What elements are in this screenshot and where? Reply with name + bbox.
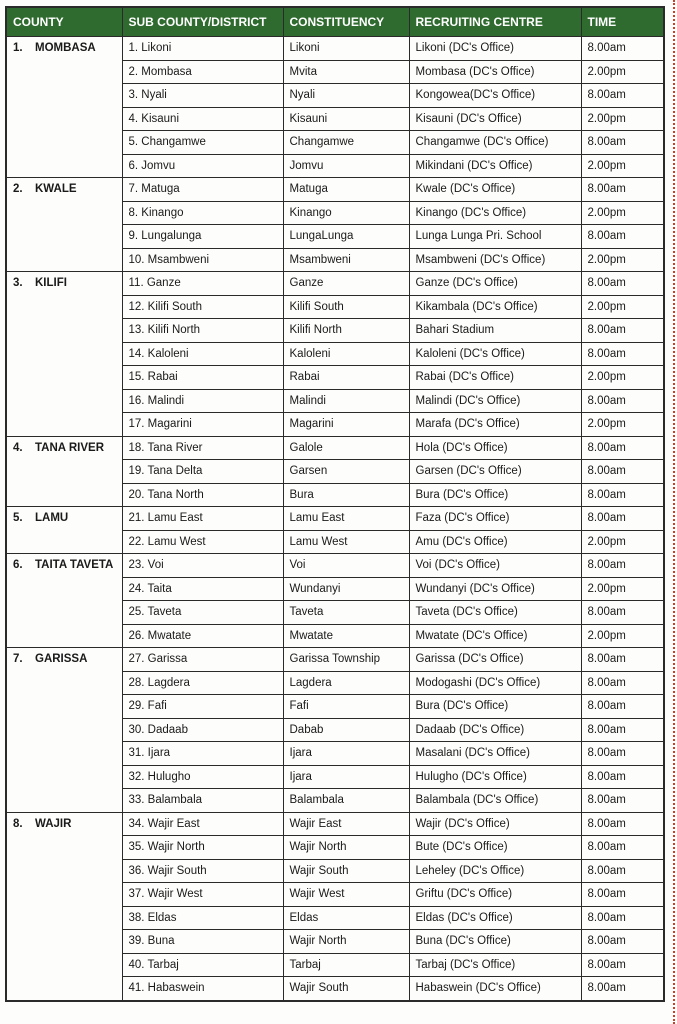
county-cell: [6, 507, 122, 554]
constituency-cell: Wundanyi: [283, 577, 409, 601]
table-row: [6, 436, 664, 460]
constituency-cell: Lagdera: [283, 671, 409, 695]
sub-county-cell: 41. Habaswein: [122, 977, 283, 1001]
constituency-cell: Galole: [283, 436, 409, 460]
recruiting-centre-cell: Kongowea(DC's Office): [409, 84, 581, 108]
time-cell: 8.00am: [581, 648, 664, 672]
recruiting-centre-cell: Bura (DC's Office): [409, 483, 581, 507]
sub-county-cell: 25. Taveta: [122, 601, 283, 625]
constituency-cell: Taveta: [283, 601, 409, 625]
sub-county-cell: 14. Kaloleni: [122, 342, 283, 366]
county-number: 3.: [13, 277, 23, 289]
sub-county-cell: 33. Balambala: [122, 789, 283, 813]
table-row: [6, 554, 664, 578]
sub-county-cell: 32. Hulugho: [122, 765, 283, 789]
county-cell: [6, 648, 122, 813]
recruiting-centre-cell: Marafa (DC's Office): [409, 413, 581, 437]
time-cell: 8.00am: [581, 765, 664, 789]
sub-county-cell: 39. Buna: [122, 930, 283, 954]
time-cell: 8.00am: [581, 507, 664, 531]
recruiting-centre-cell: Leheley (DC's Office): [409, 859, 581, 883]
sub-county-cell: 1. Likoni: [122, 37, 283, 61]
county-number: 8.: [13, 817, 23, 830]
sub-county-cell: 30. Dadaab: [122, 718, 283, 742]
table-row: [6, 812, 664, 836]
recruiting-centre-cell: Voi (DC's Office): [409, 554, 581, 578]
sub-county-cell: 26. Mwatate: [122, 624, 283, 648]
sub-county-cell: 21. Lamu East: [122, 507, 283, 531]
table-body: [6, 37, 664, 1001]
time-cell: 2.00pm: [581, 530, 664, 554]
header-sub-county: SUB COUNTY/DISTRICT: [122, 7, 283, 37]
time-cell: 8.00am: [581, 859, 664, 883]
constituency-cell: Ijara: [283, 742, 409, 766]
constituency-cell: Kinango: [283, 201, 409, 225]
time-cell: 8.00am: [581, 319, 664, 343]
constituency-cell: Lamu West: [283, 530, 409, 554]
constituency-cell: Mvita: [283, 60, 409, 84]
county-name: GARISSA: [35, 653, 88, 665]
county-cell: [6, 436, 122, 507]
county-name: WAJIR: [35, 817, 72, 830]
county-number: 6.: [13, 559, 23, 571]
header-county: COUNTY: [6, 7, 122, 37]
sub-county-cell: 37. Wajir West: [122, 883, 283, 907]
constituency-cell: Garissa Township: [283, 648, 409, 672]
time-cell: 8.00am: [581, 836, 664, 860]
time-cell: 2.00pm: [581, 60, 664, 84]
constituency-cell: Dabab: [283, 718, 409, 742]
sub-county-cell: 16. Malindi: [122, 389, 283, 413]
sub-county-cell: 13. Kilifi North: [122, 319, 283, 343]
time-cell: 2.00pm: [581, 107, 664, 131]
table-row: [6, 178, 664, 202]
sub-county-cell: 4. Kisauni: [122, 107, 283, 131]
constituency-cell: Kisauni: [283, 107, 409, 131]
recruiting-centre-cell: Griftu (DC's Office): [409, 883, 581, 907]
constituency-cell: Wajir North: [283, 930, 409, 954]
constituency-cell: Kilifi South: [283, 295, 409, 319]
time-cell: 8.00am: [581, 930, 664, 954]
constituency-cell: Likoni: [283, 37, 409, 61]
constituency-cell: Ijara: [283, 765, 409, 789]
time-cell: 8.00am: [581, 977, 664, 1001]
recruiting-centre-cell: Ganze (DC's Office): [409, 272, 581, 296]
recruiting-centre-cell: Bahari Stadium: [409, 319, 581, 343]
time-cell: 8.00am: [581, 37, 664, 61]
recruiting-centre-cell: Malindi (DC's Office): [409, 389, 581, 413]
recruiting-centre-cell: Kwale (DC's Office): [409, 178, 581, 202]
time-cell: 8.00am: [581, 906, 664, 930]
time-cell: 8.00am: [581, 436, 664, 460]
recruiting-centre-cell: Mombasa (DC's Office): [409, 60, 581, 84]
recruiting-centre-cell: Garissa (DC's Office): [409, 648, 581, 672]
recruiting-centre-cell: Likoni (DC's Office): [409, 37, 581, 61]
sub-county-cell: 11. Ganze: [122, 272, 283, 296]
time-cell: 8.00am: [581, 554, 664, 578]
constituency-cell: Wajir North: [283, 836, 409, 860]
sub-county-cell: 24. Taita: [122, 577, 283, 601]
county-cell: [6, 178, 122, 272]
time-cell: 8.00am: [581, 460, 664, 484]
recruiting-centre-cell: Garsen (DC's Office): [409, 460, 581, 484]
county-cell: [6, 554, 122, 648]
sub-county-cell: 18. Tana River: [122, 436, 283, 460]
constituency-cell: Eldas: [283, 906, 409, 930]
recruiting-centre-cell: Kaloleni (DC's Office): [409, 342, 581, 366]
dotted-cut-line: [673, 0, 675, 1024]
recruiting-centre-cell: Hola (DC's Office): [409, 436, 581, 460]
county-number: 5.: [13, 512, 23, 524]
time-cell: 8.00am: [581, 695, 664, 719]
sub-county-cell: 28. Lagdera: [122, 671, 283, 695]
sub-county-cell: 27. Garissa: [122, 648, 283, 672]
constituency-cell: Wajir South: [283, 859, 409, 883]
time-cell: 8.00am: [581, 131, 664, 155]
table-header-row: [6, 7, 664, 37]
constituency-cell: Garsen: [283, 460, 409, 484]
time-cell: 8.00am: [581, 742, 664, 766]
constituency-cell: Magarini: [283, 413, 409, 437]
sub-county-cell: 36. Wajir South: [122, 859, 283, 883]
recruiting-centre-cell: Mwatate (DC's Office): [409, 624, 581, 648]
recruiting-centre-cell: Habaswein (DC's Office): [409, 977, 581, 1001]
sub-county-cell: 15. Rabai: [122, 366, 283, 390]
recruiting-centre-cell: Balambala (DC's Office): [409, 789, 581, 813]
county-name: LAMU: [35, 512, 69, 524]
time-cell: 8.00am: [581, 342, 664, 366]
recruiting-centre-cell: Dadaab (DC's Office): [409, 718, 581, 742]
header-constituency: CONSTITUENCY: [283, 7, 409, 37]
time-cell: 2.00pm: [581, 624, 664, 648]
constituency-cell: Nyali: [283, 84, 409, 108]
time-cell: 2.00pm: [581, 295, 664, 319]
county-cell: [6, 37, 122, 178]
constituency-cell: Kilifi North: [283, 319, 409, 343]
county-number: 1.: [13, 42, 23, 54]
recruiting-centre-cell: Modogashi (DC's Office): [409, 671, 581, 695]
recruiting-centre-cell: Wajir (DC's Office): [409, 812, 581, 836]
recruiting-centre-cell: Taveta (DC's Office): [409, 601, 581, 625]
time-cell: 8.00am: [581, 272, 664, 296]
table-row: [6, 37, 664, 61]
recruiting-centre-cell: Tarbaj (DC's Office): [409, 953, 581, 977]
table-row: [6, 272, 664, 296]
recruiting-centre-cell: Buna (DC's Office): [409, 930, 581, 954]
constituency-cell: Wajir West: [283, 883, 409, 907]
time-cell: 8.00am: [581, 84, 664, 108]
recruiting-centre-cell: Kinango (DC's Office): [409, 201, 581, 225]
county-name: TANA RIVER: [35, 441, 104, 454]
sub-county-cell: 9. Lungalunga: [122, 225, 283, 249]
recruiting-centre-cell: Wundanyi (DC's Office): [409, 577, 581, 601]
sub-county-cell: 6. Jomvu: [122, 154, 283, 178]
time-cell: 2.00pm: [581, 366, 664, 390]
constituency-cell: Rabai: [283, 366, 409, 390]
recruiting-centre-cell: Faza (DC's Office): [409, 507, 581, 531]
sub-county-cell: 23. Voi: [122, 554, 283, 578]
time-cell: 8.00am: [581, 789, 664, 813]
header-recruiting-centre: RECRUITING CENTRE: [409, 7, 581, 37]
constituency-cell: Msambweni: [283, 248, 409, 272]
county-number: 7.: [13, 653, 23, 665]
recruiting-centre-cell: Eldas (DC's Office): [409, 906, 581, 930]
recruiting-centre-cell: Kikambala (DC's Office): [409, 295, 581, 319]
county-name: KILIFI: [35, 277, 67, 289]
constituency-cell: Ganze: [283, 272, 409, 296]
recruiting-centre-cell: Changamwe (DC's Office): [409, 131, 581, 155]
sub-county-cell: 12. Kilifi South: [122, 295, 283, 319]
constituency-cell: Malindi: [283, 389, 409, 413]
time-cell: 8.00am: [581, 225, 664, 249]
recruiting-centre-cell: Lunga Lunga Pri. School: [409, 225, 581, 249]
county-name: TAITA TAVETA: [35, 559, 114, 571]
constituency-cell: Fafi: [283, 695, 409, 719]
sub-county-cell: 8. Kinango: [122, 201, 283, 225]
constituency-cell: LungaLunga: [283, 225, 409, 249]
county-cell: [6, 812, 122, 1001]
time-cell: 2.00pm: [581, 154, 664, 178]
time-cell: 8.00am: [581, 601, 664, 625]
county-name: KWALE: [35, 183, 77, 195]
sub-county-cell: 17. Magarini: [122, 413, 283, 437]
recruiting-centre-cell: Hulugho (DC's Office): [409, 765, 581, 789]
time-cell: 8.00am: [581, 671, 664, 695]
sub-county-cell: 7. Matuga: [122, 178, 283, 202]
county-cell: [6, 272, 122, 437]
constituency-cell: Wajir South: [283, 977, 409, 1001]
constituency-cell: Changamwe: [283, 131, 409, 155]
recruiting-centre-cell: Kisauni (DC's Office): [409, 107, 581, 131]
recruiting-centre-cell: Msambweni (DC's Office): [409, 248, 581, 272]
constituency-cell: Balambala: [283, 789, 409, 813]
constituency-cell: Mwatate: [283, 624, 409, 648]
county-number: 4.: [13, 441, 23, 454]
recruiting-centre-cell: Bura (DC's Office): [409, 695, 581, 719]
sub-county-cell: 29. Fafi: [122, 695, 283, 719]
time-cell: 2.00pm: [581, 413, 664, 437]
sub-county-cell: 34. Wajir East: [122, 812, 283, 836]
sub-county-cell: 22. Lamu West: [122, 530, 283, 554]
sub-county-cell: 3. Nyali: [122, 84, 283, 108]
constituency-cell: Jomvu: [283, 154, 409, 178]
time-cell: 8.00am: [581, 718, 664, 742]
time-cell: 8.00am: [581, 178, 664, 202]
table-row: [6, 648, 664, 672]
recruiting-centre-cell: Mikindani (DC's Office): [409, 154, 581, 178]
constituency-cell: Bura: [283, 483, 409, 507]
constituency-cell: Lamu East: [283, 507, 409, 531]
sub-county-cell: 35. Wajir North: [122, 836, 283, 860]
sub-county-cell: 40. Tarbaj: [122, 953, 283, 977]
time-cell: 8.00am: [581, 812, 664, 836]
sub-county-cell: 20. Tana North: [122, 483, 283, 507]
constituency-cell: Matuga: [283, 178, 409, 202]
sub-county-cell: 31. Ijara: [122, 742, 283, 766]
sub-county-cell: 19. Tana Delta: [122, 460, 283, 484]
constituency-cell: Wajir East: [283, 812, 409, 836]
sub-county-cell: 5. Changamwe: [122, 131, 283, 155]
recruiting-centre-cell: Amu (DC's Office): [409, 530, 581, 554]
time-cell: 2.00pm: [581, 248, 664, 272]
recruiting-centre-cell: Masalani (DC's Office): [409, 742, 581, 766]
time-cell: 8.00am: [581, 953, 664, 977]
header-time: TIME: [581, 7, 664, 37]
sub-county-cell: 38. Eldas: [122, 906, 283, 930]
table-row: [6, 507, 664, 531]
time-cell: 2.00pm: [581, 577, 664, 601]
sub-county-cell: 2. Mombasa: [122, 60, 283, 84]
time-cell: 8.00am: [581, 483, 664, 507]
county-name: MOMBASA: [35, 42, 96, 54]
time-cell: 2.00pm: [581, 201, 664, 225]
time-cell: 8.00am: [581, 389, 664, 413]
sub-county-cell: 10. Msambweni: [122, 248, 283, 272]
constituency-cell: Kaloleni: [283, 342, 409, 366]
constituency-cell: Voi: [283, 554, 409, 578]
recruiting-centre-cell: Bute (DC's Office): [409, 836, 581, 860]
recruiting-centre-cell: Rabai (DC's Office): [409, 366, 581, 390]
recruitment-schedule-table: [5, 6, 665, 1002]
constituency-cell: Tarbaj: [283, 953, 409, 977]
county-number: 2.: [13, 183, 23, 195]
time-cell: 8.00am: [581, 883, 664, 907]
